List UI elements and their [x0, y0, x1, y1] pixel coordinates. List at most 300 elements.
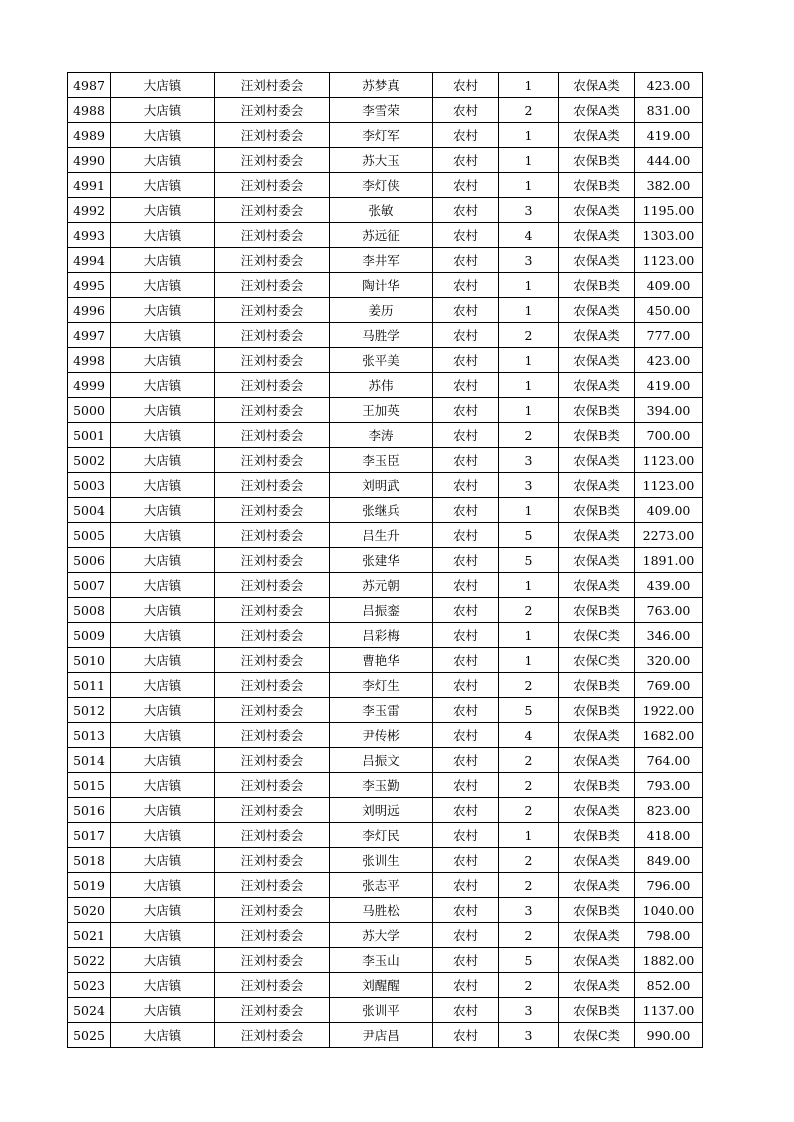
area-type-cell: 农村	[433, 148, 499, 173]
person-name-cell: 张志平	[330, 873, 433, 898]
area-type-cell: 农村	[433, 648, 499, 673]
insurance-category-cell: 农保A类	[559, 223, 635, 248]
row-number-cell: 5016	[68, 798, 111, 823]
area-type-cell: 农村	[433, 1023, 499, 1048]
town-name-cell: 大店镇	[111, 623, 215, 648]
village-committee-cell: 汪刘村委会	[215, 523, 330, 548]
household-count-cell: 1	[499, 273, 559, 298]
amount-cell: 346.00	[635, 623, 703, 648]
person-name-cell: 马胜学	[330, 323, 433, 348]
household-count-cell: 3	[499, 198, 559, 223]
insurance-category-cell: 农保B类	[559, 398, 635, 423]
person-name-cell: 李玉山	[330, 948, 433, 973]
row-number-cell: 4992	[68, 198, 111, 223]
insurance-category-cell: 农保A类	[559, 348, 635, 373]
person-name-cell: 苏元朝	[330, 573, 433, 598]
village-committee-cell: 汪刘村委会	[215, 898, 330, 923]
household-count-cell: 3	[499, 448, 559, 473]
insurance-category-cell: 农保B类	[559, 998, 635, 1023]
table-row	[68, 1023, 703, 1048]
insurance-category-cell: 农保A类	[559, 323, 635, 348]
amount-cell: 852.00	[635, 973, 703, 998]
row-number-cell: 5005	[68, 523, 111, 548]
village-committee-cell: 汪刘村委会	[215, 573, 330, 598]
village-committee-cell: 汪刘村委会	[215, 973, 330, 998]
amount-cell: 769.00	[635, 673, 703, 698]
area-type-cell: 农村	[433, 698, 499, 723]
person-name-cell: 李灯民	[330, 823, 433, 848]
person-name-cell: 吕彩梅	[330, 623, 433, 648]
household-count-cell: 1	[499, 623, 559, 648]
area-type-cell: 农村	[433, 473, 499, 498]
area-type-cell: 农村	[433, 748, 499, 773]
person-name-cell: 尹传彬	[330, 723, 433, 748]
amount-cell: 1891.00	[635, 548, 703, 573]
insurance-category-cell: 农保A类	[559, 923, 635, 948]
household-count-cell: 2	[499, 98, 559, 123]
town-name-cell: 大店镇	[111, 923, 215, 948]
amount-cell: 409.00	[635, 498, 703, 523]
row-number-cell: 4988	[68, 98, 111, 123]
table-row	[68, 173, 703, 198]
person-name-cell: 刘明武	[330, 473, 433, 498]
person-name-cell: 曹艳华	[330, 648, 433, 673]
household-count-cell: 4	[499, 723, 559, 748]
town-name-cell: 大店镇	[111, 1023, 215, 1048]
row-number-cell: 5007	[68, 573, 111, 598]
row-number-cell: 4993	[68, 223, 111, 248]
town-name-cell: 大店镇	[111, 323, 215, 348]
town-name-cell: 大店镇	[111, 598, 215, 623]
town-name-cell: 大店镇	[111, 298, 215, 323]
person-name-cell: 张训平	[330, 998, 433, 1023]
person-name-cell: 张敏	[330, 198, 433, 223]
table-row	[68, 698, 703, 723]
amount-cell: 419.00	[635, 373, 703, 398]
area-type-cell: 农村	[433, 298, 499, 323]
person-name-cell: 张继兵	[330, 498, 433, 523]
amount-cell: 409.00	[635, 273, 703, 298]
insurance-category-cell: 农保B类	[559, 148, 635, 173]
amount-cell: 990.00	[635, 1023, 703, 1048]
village-committee-cell: 汪刘村委会	[215, 248, 330, 273]
town-name-cell: 大店镇	[111, 523, 215, 548]
area-type-cell: 农村	[433, 123, 499, 148]
insurance-category-cell: 农保C类	[559, 1023, 635, 1048]
household-count-cell: 2	[499, 598, 559, 623]
table-row	[68, 623, 703, 648]
amount-cell: 793.00	[635, 773, 703, 798]
amount-cell: 1123.00	[635, 473, 703, 498]
row-number-cell: 5004	[68, 498, 111, 523]
household-count-cell: 1	[499, 398, 559, 423]
village-committee-cell: 汪刘村委会	[215, 948, 330, 973]
person-name-cell: 苏大玉	[330, 148, 433, 173]
person-name-cell: 李涛	[330, 423, 433, 448]
table-row	[68, 773, 703, 798]
village-committee-cell: 汪刘村委会	[215, 473, 330, 498]
person-name-cell: 李灯生	[330, 673, 433, 698]
household-count-cell: 1	[499, 573, 559, 598]
row-number-cell: 5013	[68, 723, 111, 748]
table-row	[68, 348, 703, 373]
insurance-category-cell: 农保C类	[559, 623, 635, 648]
row-number-cell: 5025	[68, 1023, 111, 1048]
area-type-cell: 农村	[433, 948, 499, 973]
area-type-cell: 农村	[433, 423, 499, 448]
row-number-cell: 4989	[68, 123, 111, 148]
row-number-cell: 5015	[68, 773, 111, 798]
person-name-cell: 吕生升	[330, 523, 433, 548]
insurance-category-cell: 农保A类	[559, 248, 635, 273]
household-count-cell: 1	[499, 73, 559, 98]
insurance-category-cell: 农保A类	[559, 448, 635, 473]
person-name-cell: 刘明远	[330, 798, 433, 823]
person-name-cell: 苏大学	[330, 923, 433, 948]
household-count-cell: 3	[499, 473, 559, 498]
table-row	[68, 298, 703, 323]
village-committee-cell: 汪刘村委会	[215, 148, 330, 173]
table-body	[68, 73, 703, 1048]
area-type-cell: 农村	[433, 373, 499, 398]
town-name-cell: 大店镇	[111, 73, 215, 98]
household-count-cell: 3	[499, 248, 559, 273]
town-name-cell: 大店镇	[111, 848, 215, 873]
row-number-cell: 5024	[68, 998, 111, 1023]
amount-cell: 423.00	[635, 348, 703, 373]
amount-cell: 1040.00	[635, 898, 703, 923]
household-count-cell: 5	[499, 948, 559, 973]
village-committee-cell: 汪刘村委会	[215, 448, 330, 473]
table-row	[68, 148, 703, 173]
table-row	[68, 823, 703, 848]
town-name-cell: 大店镇	[111, 873, 215, 898]
insurance-category-cell: 农保A类	[559, 523, 635, 548]
household-count-cell: 2	[499, 873, 559, 898]
insurance-category-cell: 农保B类	[559, 173, 635, 198]
row-number-cell: 5006	[68, 548, 111, 573]
row-number-cell: 5022	[68, 948, 111, 973]
area-type-cell: 农村	[433, 173, 499, 198]
village-committee-cell: 汪刘村委会	[215, 398, 330, 423]
village-committee-cell: 汪刘村委会	[215, 98, 330, 123]
area-type-cell: 农村	[433, 73, 499, 98]
area-type-cell: 农村	[433, 723, 499, 748]
town-name-cell: 大店镇	[111, 498, 215, 523]
household-count-cell: 1	[499, 148, 559, 173]
area-type-cell: 农村	[433, 548, 499, 573]
person-name-cell: 张训生	[330, 848, 433, 873]
person-name-cell: 苏梦真	[330, 73, 433, 98]
household-count-cell: 2	[499, 773, 559, 798]
amount-cell: 796.00	[635, 873, 703, 898]
table-row	[68, 323, 703, 348]
amount-cell: 419.00	[635, 123, 703, 148]
row-number-cell: 4991	[68, 173, 111, 198]
town-name-cell: 大店镇	[111, 198, 215, 223]
amount-cell: 394.00	[635, 398, 703, 423]
household-count-cell: 5	[499, 698, 559, 723]
area-type-cell: 农村	[433, 973, 499, 998]
table-row	[68, 923, 703, 948]
village-committee-cell: 汪刘村委会	[215, 223, 330, 248]
village-committee-cell: 汪刘村委会	[215, 173, 330, 198]
village-committee-cell: 汪刘村委会	[215, 323, 330, 348]
person-name-cell: 刘醒醒	[330, 973, 433, 998]
table-row	[68, 673, 703, 698]
household-count-cell: 1	[499, 173, 559, 198]
town-name-cell: 大店镇	[111, 373, 215, 398]
household-count-cell: 5	[499, 523, 559, 548]
person-name-cell: 尹店昌	[330, 1023, 433, 1048]
village-committee-cell: 汪刘村委会	[215, 498, 330, 523]
area-type-cell: 农村	[433, 348, 499, 373]
town-name-cell: 大店镇	[111, 123, 215, 148]
row-number-cell: 5003	[68, 473, 111, 498]
town-name-cell: 大店镇	[111, 473, 215, 498]
insurance-category-cell: 农保A类	[559, 548, 635, 573]
row-number-cell: 4996	[68, 298, 111, 323]
amount-cell: 382.00	[635, 173, 703, 198]
table-row	[68, 498, 703, 523]
insurance-category-cell: 农保B类	[559, 673, 635, 698]
row-number-cell: 5020	[68, 898, 111, 923]
village-committee-cell: 汪刘村委会	[215, 548, 330, 573]
table-row	[68, 73, 703, 98]
amount-cell: 418.00	[635, 823, 703, 848]
subsidy-table	[67, 72, 703, 1048]
person-name-cell: 苏伟	[330, 373, 433, 398]
table-row	[68, 723, 703, 748]
person-name-cell: 马胜松	[330, 898, 433, 923]
area-type-cell: 农村	[433, 448, 499, 473]
amount-cell: 450.00	[635, 298, 703, 323]
row-number-cell: 5011	[68, 673, 111, 698]
row-number-cell: 4994	[68, 248, 111, 273]
household-count-cell: 3	[499, 898, 559, 923]
household-count-cell: 2	[499, 673, 559, 698]
insurance-category-cell: 农保A类	[559, 73, 635, 98]
area-type-cell: 农村	[433, 198, 499, 223]
table-row	[68, 473, 703, 498]
household-count-cell: 2	[499, 923, 559, 948]
table-row	[68, 223, 703, 248]
household-count-cell: 2	[499, 798, 559, 823]
village-committee-cell: 汪刘村委会	[215, 923, 330, 948]
town-name-cell: 大店镇	[111, 998, 215, 1023]
row-number-cell: 4997	[68, 323, 111, 348]
insurance-category-cell: 农保A类	[559, 473, 635, 498]
table-row	[68, 448, 703, 473]
town-name-cell: 大店镇	[111, 223, 215, 248]
row-number-cell: 4998	[68, 348, 111, 373]
town-name-cell: 大店镇	[111, 573, 215, 598]
insurance-category-cell: 农保A类	[559, 373, 635, 398]
amount-cell: 1195.00	[635, 198, 703, 223]
row-number-cell: 5021	[68, 923, 111, 948]
amount-cell: 1303.00	[635, 223, 703, 248]
town-name-cell: 大店镇	[111, 448, 215, 473]
row-number-cell: 5023	[68, 973, 111, 998]
table-row	[68, 373, 703, 398]
village-committee-cell: 汪刘村委会	[215, 273, 330, 298]
town-name-cell: 大店镇	[111, 98, 215, 123]
amount-cell: 763.00	[635, 598, 703, 623]
table-row	[68, 848, 703, 873]
area-type-cell: 农村	[433, 623, 499, 648]
area-type-cell: 农村	[433, 98, 499, 123]
village-committee-cell: 汪刘村委会	[215, 198, 330, 223]
insurance-category-cell: 农保A类	[559, 848, 635, 873]
household-count-cell: 3	[499, 1023, 559, 1048]
row-number-cell: 5018	[68, 848, 111, 873]
area-type-cell: 农村	[433, 673, 499, 698]
row-number-cell: 4990	[68, 148, 111, 173]
person-name-cell: 李雪荣	[330, 98, 433, 123]
town-name-cell: 大店镇	[111, 548, 215, 573]
table-row	[68, 873, 703, 898]
village-committee-cell: 汪刘村委会	[215, 373, 330, 398]
town-name-cell: 大店镇	[111, 648, 215, 673]
table-row	[68, 798, 703, 823]
person-name-cell: 李玉勤	[330, 773, 433, 798]
insurance-category-cell: 农保A类	[559, 798, 635, 823]
row-number-cell: 5001	[68, 423, 111, 448]
area-type-cell: 农村	[433, 598, 499, 623]
village-committee-cell: 汪刘村委会	[215, 773, 330, 798]
amount-cell: 444.00	[635, 148, 703, 173]
household-count-cell: 5	[499, 548, 559, 573]
area-type-cell: 农村	[433, 573, 499, 598]
town-name-cell: 大店镇	[111, 673, 215, 698]
insurance-category-cell: 农保B类	[559, 498, 635, 523]
table-row	[68, 523, 703, 548]
table-row	[68, 648, 703, 673]
area-type-cell: 农村	[433, 223, 499, 248]
household-count-cell: 3	[499, 998, 559, 1023]
person-name-cell: 苏远征	[330, 223, 433, 248]
household-count-cell: 1	[499, 648, 559, 673]
person-name-cell: 李井军	[330, 248, 433, 273]
town-name-cell: 大店镇	[111, 748, 215, 773]
town-name-cell: 大店镇	[111, 723, 215, 748]
area-type-cell: 农村	[433, 873, 499, 898]
person-name-cell: 张平美	[330, 348, 433, 373]
table-row	[68, 548, 703, 573]
household-count-cell: 1	[499, 373, 559, 398]
area-type-cell: 农村	[433, 773, 499, 798]
insurance-category-cell: 农保A类	[559, 723, 635, 748]
insurance-category-cell: 农保A类	[559, 948, 635, 973]
person-name-cell: 陶计华	[330, 273, 433, 298]
village-committee-cell: 汪刘村委会	[215, 823, 330, 848]
insurance-category-cell: 农保B类	[559, 598, 635, 623]
row-number-cell: 5014	[68, 748, 111, 773]
row-number-cell: 5010	[68, 648, 111, 673]
town-name-cell: 大店镇	[111, 273, 215, 298]
amount-cell: 1137.00	[635, 998, 703, 1023]
insurance-category-cell: 农保B类	[559, 823, 635, 848]
person-name-cell: 李玉臣	[330, 448, 433, 473]
amount-cell: 849.00	[635, 848, 703, 873]
table-row	[68, 273, 703, 298]
table-row	[68, 423, 703, 448]
row-number-cell: 5000	[68, 398, 111, 423]
town-name-cell: 大店镇	[111, 248, 215, 273]
area-type-cell: 农村	[433, 923, 499, 948]
town-name-cell: 大店镇	[111, 773, 215, 798]
row-number-cell: 4987	[68, 73, 111, 98]
household-count-cell: 4	[499, 223, 559, 248]
household-count-cell: 2	[499, 748, 559, 773]
area-type-cell: 农村	[433, 398, 499, 423]
table-row	[68, 748, 703, 773]
amount-cell: 823.00	[635, 798, 703, 823]
table-row	[68, 598, 703, 623]
amount-cell: 1922.00	[635, 698, 703, 723]
amount-cell: 1123.00	[635, 448, 703, 473]
row-number-cell: 5008	[68, 598, 111, 623]
village-committee-cell: 汪刘村委会	[215, 998, 330, 1023]
town-name-cell: 大店镇	[111, 398, 215, 423]
area-type-cell: 农村	[433, 248, 499, 273]
insurance-category-cell: 农保A类	[559, 573, 635, 598]
insurance-category-cell: 农保B类	[559, 273, 635, 298]
area-type-cell: 农村	[433, 823, 499, 848]
amount-cell: 777.00	[635, 323, 703, 348]
table-row	[68, 123, 703, 148]
person-name-cell: 姜历	[330, 298, 433, 323]
table-row	[68, 398, 703, 423]
village-committee-cell: 汪刘村委会	[215, 673, 330, 698]
insurance-category-cell: 农保A类	[559, 198, 635, 223]
town-name-cell: 大店镇	[111, 173, 215, 198]
row-number-cell: 5012	[68, 698, 111, 723]
insurance-category-cell: 农保A类	[559, 298, 635, 323]
household-count-cell: 2	[499, 323, 559, 348]
village-committee-cell: 汪刘村委会	[215, 748, 330, 773]
person-name-cell: 李灯军	[330, 123, 433, 148]
insurance-category-cell: 农保B类	[559, 773, 635, 798]
table-row	[68, 973, 703, 998]
household-count-cell: 1	[499, 498, 559, 523]
household-count-cell: 2	[499, 423, 559, 448]
area-type-cell: 农村	[433, 848, 499, 873]
town-name-cell: 大店镇	[111, 973, 215, 998]
village-committee-cell: 汪刘村委会	[215, 423, 330, 448]
village-committee-cell: 汪刘村委会	[215, 1023, 330, 1048]
table-row	[68, 98, 703, 123]
table-row	[68, 248, 703, 273]
insurance-category-cell: 农保B类	[559, 698, 635, 723]
person-name-cell: 王加英	[330, 398, 433, 423]
insurance-category-cell: 农保A类	[559, 973, 635, 998]
town-name-cell: 大店镇	[111, 148, 215, 173]
household-count-cell: 1	[499, 823, 559, 848]
village-committee-cell: 汪刘村委会	[215, 648, 330, 673]
area-type-cell: 农村	[433, 523, 499, 548]
person-name-cell: 吕振銮	[330, 598, 433, 623]
insurance-category-cell: 农保A类	[559, 873, 635, 898]
village-committee-cell: 汪刘村委会	[215, 623, 330, 648]
village-committee-cell: 汪刘村委会	[215, 298, 330, 323]
village-committee-cell: 汪刘村委会	[215, 798, 330, 823]
town-name-cell: 大店镇	[111, 823, 215, 848]
amount-cell: 700.00	[635, 423, 703, 448]
row-number-cell: 5017	[68, 823, 111, 848]
village-committee-cell: 汪刘村委会	[215, 873, 330, 898]
insurance-category-cell: 农保A类	[559, 123, 635, 148]
